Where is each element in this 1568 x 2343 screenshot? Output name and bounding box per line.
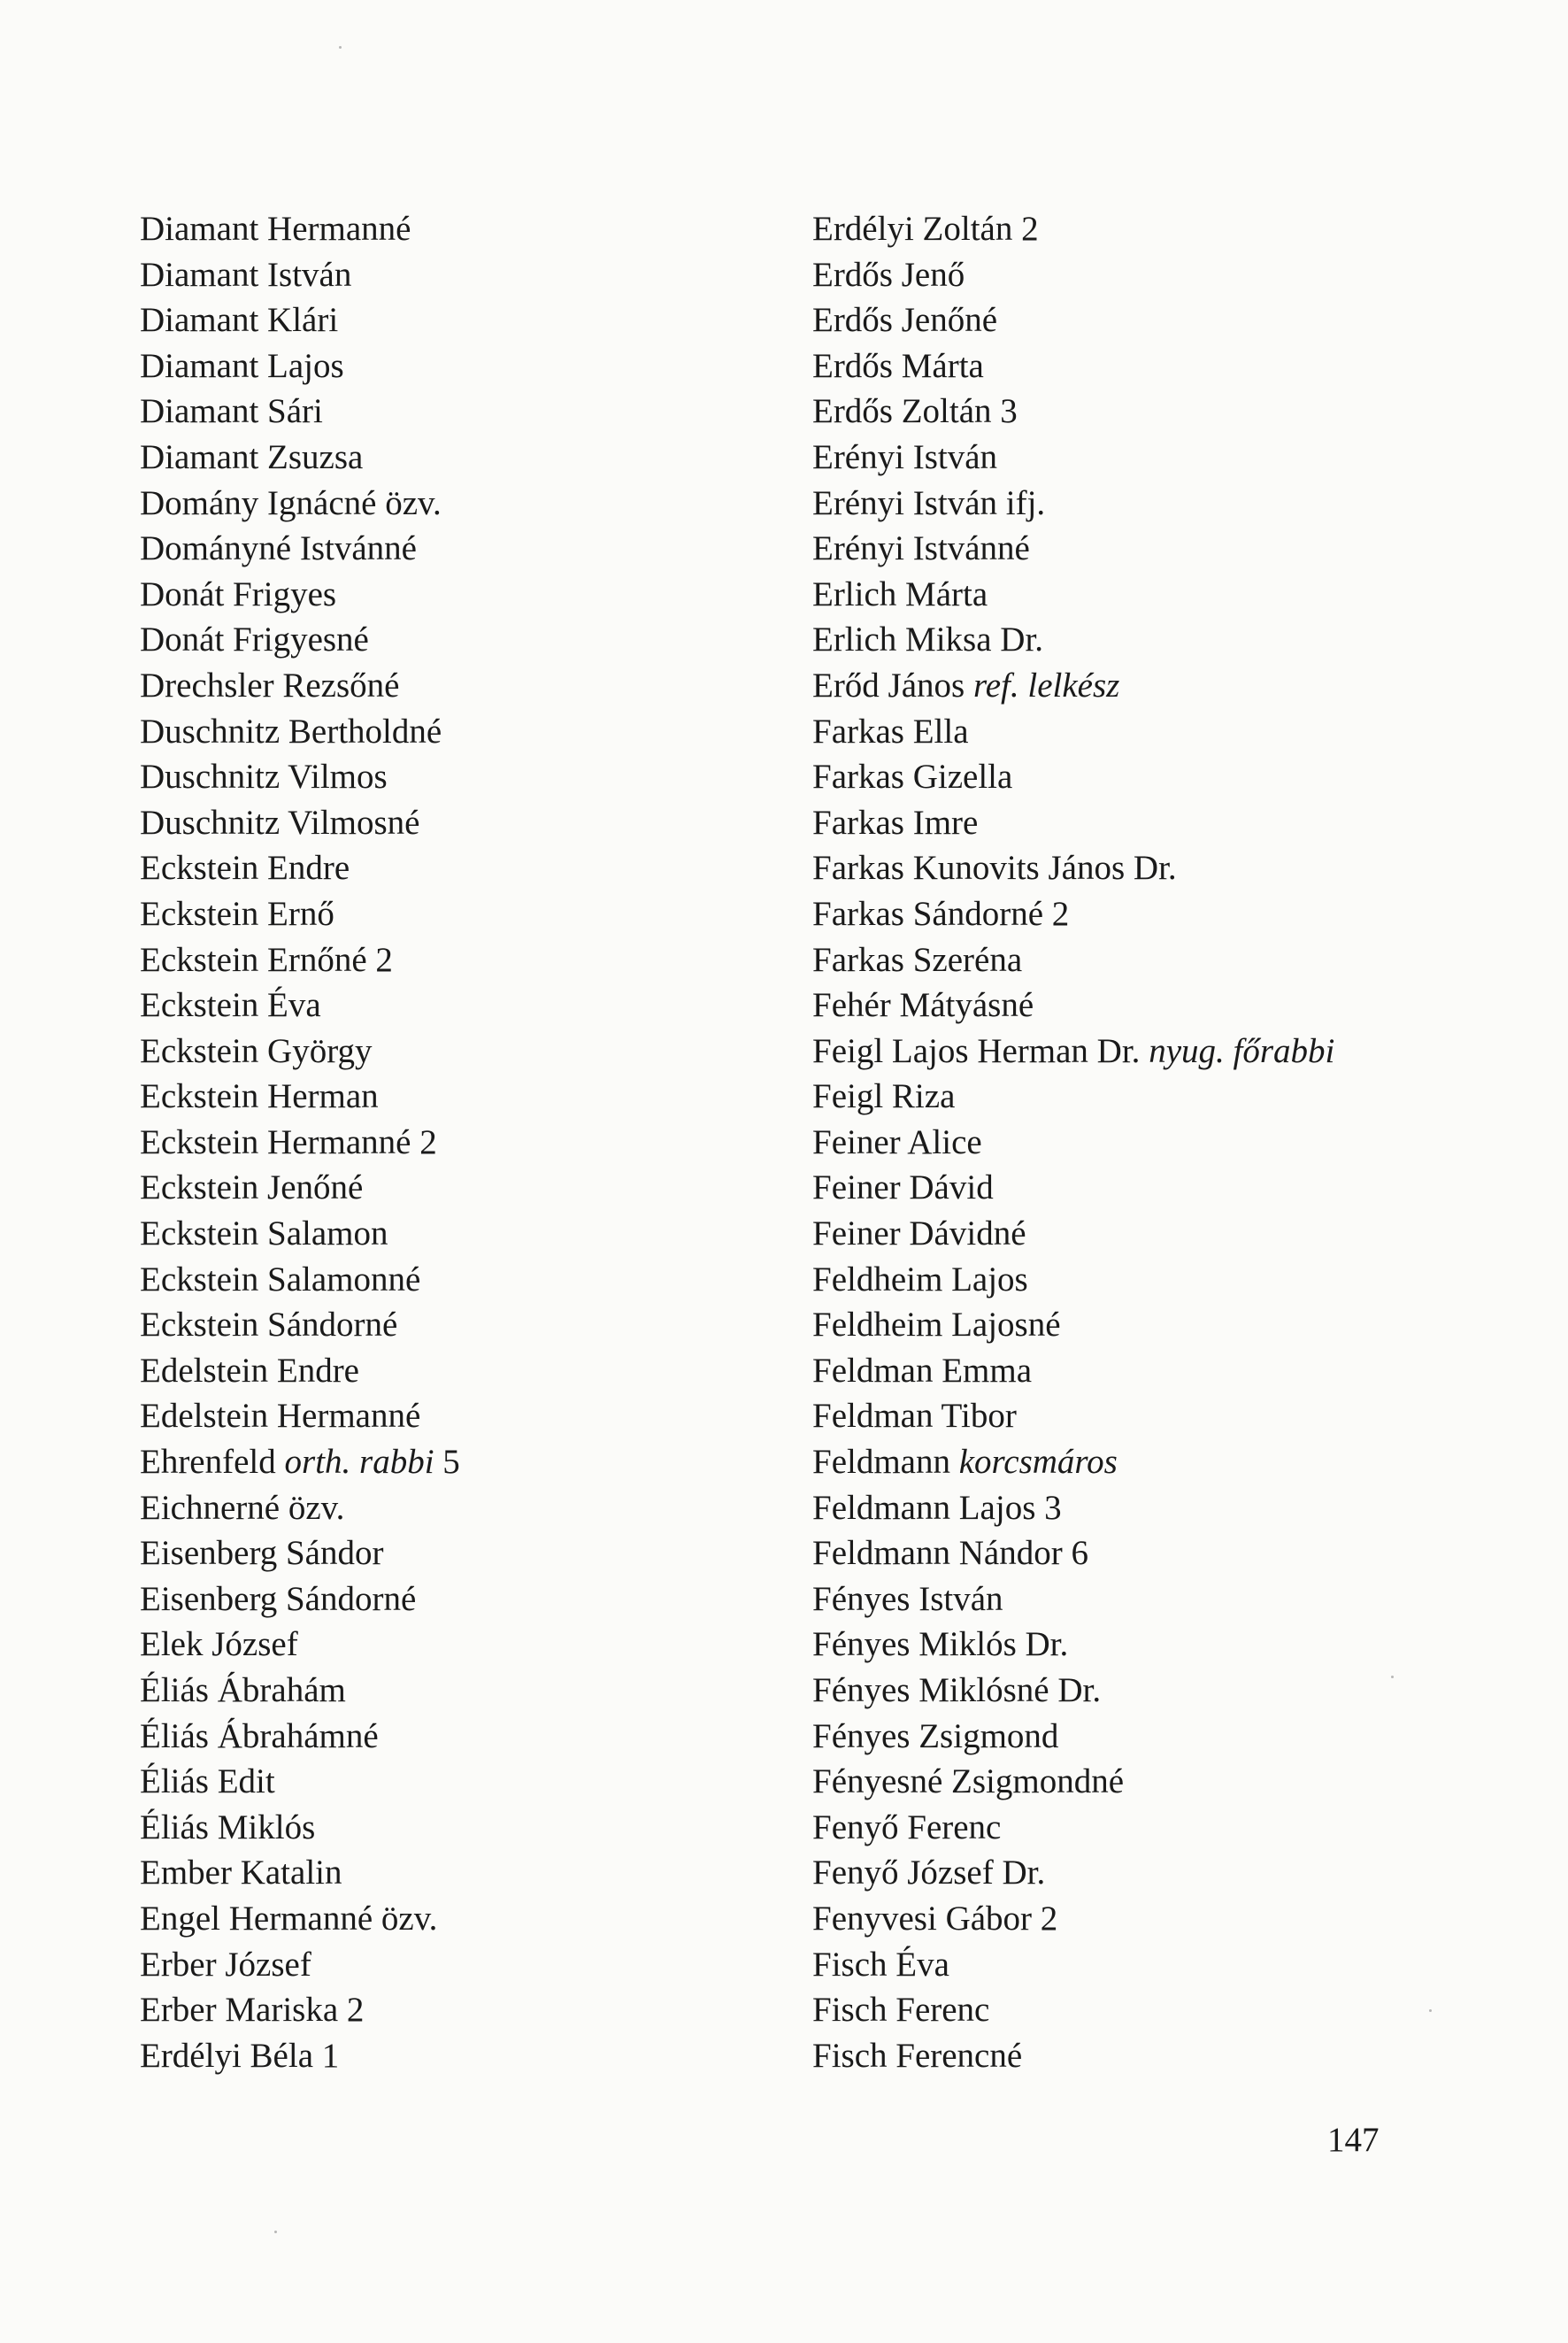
entry-name: Fisch Éva [812, 1945, 949, 1984]
entry-name: Feldmann [812, 1443, 950, 1482]
name-entry [140, 2033, 795, 2079]
name-entry [140, 1576, 795, 1622]
entry-name: Ember Katalin [140, 1854, 342, 1892]
name-entry [140, 937, 795, 983]
entry-name: Diamant Lajos [140, 346, 344, 385]
name-entry [812, 1302, 1520, 1348]
entry-name: Eckstein Ernő [140, 894, 334, 933]
name-entry [812, 1714, 1520, 1760]
entry-name: Eckstein Endre [140, 849, 350, 888]
entry-name: Fényes Zsigmond [812, 1716, 1059, 1755]
name-entry [812, 572, 1520, 618]
name-entry [812, 1257, 1520, 1303]
entry-name: Donát Frigyesné [140, 620, 369, 659]
entry-name: Erber József [140, 1945, 311, 1984]
name-list-left-column [140, 206, 795, 2078]
entry-name: Erdős Márta [812, 346, 984, 385]
name-entry [812, 663, 1520, 709]
name-entry [140, 845, 795, 891]
entry-name: Fisch Ferencné [812, 2036, 1023, 2075]
name-entry [140, 1074, 795, 1120]
name-entry [140, 1896, 795, 1942]
entry-name: Erényi István ifj. [812, 483, 1046, 522]
name-entry [140, 1302, 795, 1348]
entry-name: Diamant Sári [140, 392, 323, 431]
name-entry [812, 1074, 1520, 1120]
name-entry [140, 1439, 795, 1485]
name-entry [812, 1576, 1520, 1622]
entry-name: Eckstein Salamon [140, 1214, 388, 1253]
entry-name: Farkas Gizella [812, 758, 1013, 797]
entry-name: Feigl Riza [812, 1077, 956, 1116]
name-entry [812, 297, 1520, 343]
name-entry [140, 206, 795, 252]
name-entry [140, 389, 795, 435]
name-entry [812, 845, 1520, 891]
entry-name: Éliás Ábrahám [140, 1671, 346, 1709]
name-entry [812, 481, 1520, 527]
name-entry [140, 343, 795, 389]
entry-name: Edelstein Endre [140, 1351, 359, 1390]
entry-name: Eisenberg Sándor [140, 1534, 384, 1573]
name-entry [812, 1029, 1520, 1075]
entry-name: Donát Frigyes [140, 574, 337, 613]
entry-name: Éliás Ábrahámné [140, 1716, 379, 1755]
name-entry [140, 1211, 795, 1257]
name-entry [140, 1485, 795, 1531]
entry-name: Eckstein György [140, 1031, 373, 1070]
entry-name: Fenyő Ferenc [812, 1807, 1002, 1846]
name-entry [812, 1348, 1520, 1394]
name-entry [140, 800, 795, 846]
entry-name: Duschnitz Vilmosné [140, 803, 420, 842]
entry-name: Feigl Lajos Herman Dr. [812, 1031, 1141, 1070]
name-entry [140, 1348, 795, 1394]
entry-name: Eckstein Ernőné 2 [140, 940, 393, 979]
paper-speck [274, 2231, 277, 2233]
entry-name: Domány Ignácné özv. [140, 483, 442, 522]
name-entry [812, 1485, 1520, 1531]
name-entry [140, 1530, 795, 1576]
entry-name: Erlich Miksa Dr. [812, 620, 1044, 659]
entry-name: Fehér Mátyásné [812, 986, 1034, 1025]
name-entry [140, 754, 795, 800]
entry-name: Engel Hermanné özv. [140, 1899, 438, 1938]
entry-note: korcsmáros [958, 1443, 1118, 1482]
entry-name: Feldmann Lajos 3 [812, 1488, 1062, 1527]
name-entry [812, 709, 1520, 755]
entry-name: Feldman Tibor [812, 1397, 1017, 1436]
name-entry [812, 1165, 1520, 1211]
entry-name: Edelstein Hermanné [140, 1397, 421, 1436]
name-entry [140, 617, 795, 663]
name-entry [812, 2033, 1520, 2079]
entry-name: Farkas Ella [812, 712, 969, 751]
name-entry [812, 800, 1520, 846]
name-entry [140, 1029, 795, 1075]
entry-name: Éliás Miklós [140, 1807, 316, 1846]
paper-speck [1429, 2009, 1432, 2012]
name-entry [812, 1530, 1520, 1576]
name-entry [812, 1759, 1520, 1805]
name-entry [812, 1805, 1520, 1851]
name-entry [812, 1896, 1520, 1942]
entry-name: Erőd János [812, 666, 965, 705]
entry-name: Fényesné Zsigmondné [812, 1762, 1125, 1801]
page-number: 147 [1327, 2121, 1380, 2159]
entry-name: Feldheim Lajosné [812, 1306, 1061, 1345]
name-entry [812, 389, 1520, 435]
name-entry [140, 435, 795, 481]
name-entry [812, 754, 1520, 800]
entry-name: Eckstein Herman [140, 1077, 379, 1116]
name-entry [140, 1165, 795, 1211]
entry-name: Eichnerné özv. [140, 1488, 345, 1527]
entry-name: Drechsler Rezsőné [140, 666, 400, 705]
name-entry [812, 526, 1520, 572]
paper-speck [1391, 1676, 1394, 1678]
name-entry [140, 1850, 795, 1896]
name-entry [140, 1257, 795, 1303]
entry-name: Ehrenfeld [140, 1443, 276, 1482]
name-entry [140, 297, 795, 343]
entry-name: Feldheim Lajos [812, 1260, 1028, 1299]
name-entry [812, 1668, 1520, 1714]
entry-name: Farkas Kunovits János Dr. [812, 849, 1177, 888]
entry-note: ref. lelkész [972, 666, 1120, 705]
entry-name: Farkas Imre [812, 803, 979, 842]
name-entry [812, 252, 1520, 298]
name-entry [812, 891, 1520, 937]
entry-name: Fenyvesi Gábor 2 [812, 1899, 1058, 1938]
entry-name: Erdős Jenőné [812, 301, 998, 340]
name-entry [812, 206, 1520, 252]
name-entry [140, 1759, 795, 1805]
entry-name: Duschnitz Vilmos [140, 758, 388, 797]
entry-name: Erlich Márta [812, 574, 988, 613]
name-entry [140, 572, 795, 618]
name-entry [812, 1622, 1520, 1668]
entry-note: nyug. főrabbi [1149, 1031, 1335, 1070]
entry-name: Fényes István [812, 1579, 1003, 1618]
entry-name: Feiner Dávidné [812, 1214, 1026, 1253]
name-entry [140, 1714, 795, 1760]
name-entry [140, 1942, 795, 1988]
entry-name: Fisch Ferenc [812, 1991, 990, 2030]
entry-name: Erber Mariska 2 [140, 1991, 365, 2030]
entry-name: Diamant Klári [140, 301, 339, 340]
entry-name: Eckstein Sándorné [140, 1306, 398, 1345]
entry-name: Eckstein Salamonné [140, 1260, 421, 1299]
name-entry [140, 1120, 795, 1166]
name-entry [812, 937, 1520, 983]
name-entry [140, 1805, 795, 1851]
entry-name: Erényi Istvánné [812, 529, 1030, 568]
name-entry [812, 1439, 1520, 1485]
name-entry [140, 983, 795, 1029]
entry-name: Elek József [140, 1625, 298, 1664]
name-entry [140, 891, 795, 937]
entry-name: Fenyő József Dr. [812, 1854, 1046, 1892]
entry-name: Feldman Emma [812, 1351, 1033, 1390]
entry-note: orth. rabbi [284, 1443, 434, 1482]
name-entry [140, 1987, 795, 2033]
entry-name: Fényes Miklósné Dr. [812, 1671, 1102, 1709]
name-entry [812, 1211, 1520, 1257]
name-entry [812, 343, 1520, 389]
name-entry [140, 663, 795, 709]
name-entry [140, 252, 795, 298]
entry-name: Farkas Szeréna [812, 940, 1023, 979]
entry-name: Feldmann Nándor 6 [812, 1534, 1088, 1573]
name-entry [140, 1622, 795, 1668]
entry-name: Duschnitz Bertholdné [140, 712, 442, 751]
entry-name: Erényi István [812, 437, 998, 476]
entry-name: Diamant Zsuzsa [140, 437, 364, 476]
entry-name: Erdős Jenő [812, 255, 965, 294]
name-entry [812, 1393, 1520, 1439]
name-entry [812, 617, 1520, 663]
entry-name: Eckstein Jenőné [140, 1168, 364, 1207]
name-entry [812, 1942, 1520, 1988]
name-entry [812, 1850, 1520, 1896]
paper-speck [339, 46, 342, 49]
entry-name: Éliás Edit [140, 1762, 275, 1801]
name-entry [140, 526, 795, 572]
name-entry [140, 709, 795, 755]
name-entry [140, 481, 795, 527]
entry-name: Fényes Miklós Dr. [812, 1625, 1069, 1664]
entry-name: Diamant István [140, 255, 352, 294]
entry-name: Erdélyi Zoltán 2 [812, 210, 1039, 248]
entry-name: Dományné Istvánné [140, 529, 417, 568]
entry-name: Eckstein Hermanné 2 [140, 1122, 437, 1161]
entry-name: Erdős Zoltán 3 [812, 392, 1018, 431]
entry-name: Eisenberg Sándorné [140, 1579, 417, 1618]
entry-name: Feiner Alice [812, 1122, 982, 1161]
name-entry [812, 435, 1520, 481]
entry-name: Eckstein Éva [140, 986, 321, 1025]
name-list-right-column [812, 206, 1520, 2078]
entry-name: Feiner Dávid [812, 1168, 994, 1207]
name-entry [140, 1668, 795, 1714]
name-entry [812, 1987, 1520, 2033]
entry-name: Diamant Hermanné [140, 210, 411, 248]
entry-name: Farkas Sándorné 2 [812, 894, 1070, 933]
entry-name: Erdélyi Béla 1 [140, 2036, 340, 2075]
name-entry [812, 983, 1520, 1029]
entry-count: 5 [442, 1443, 460, 1482]
name-entry [140, 1393, 795, 1439]
name-entry [812, 1120, 1520, 1166]
